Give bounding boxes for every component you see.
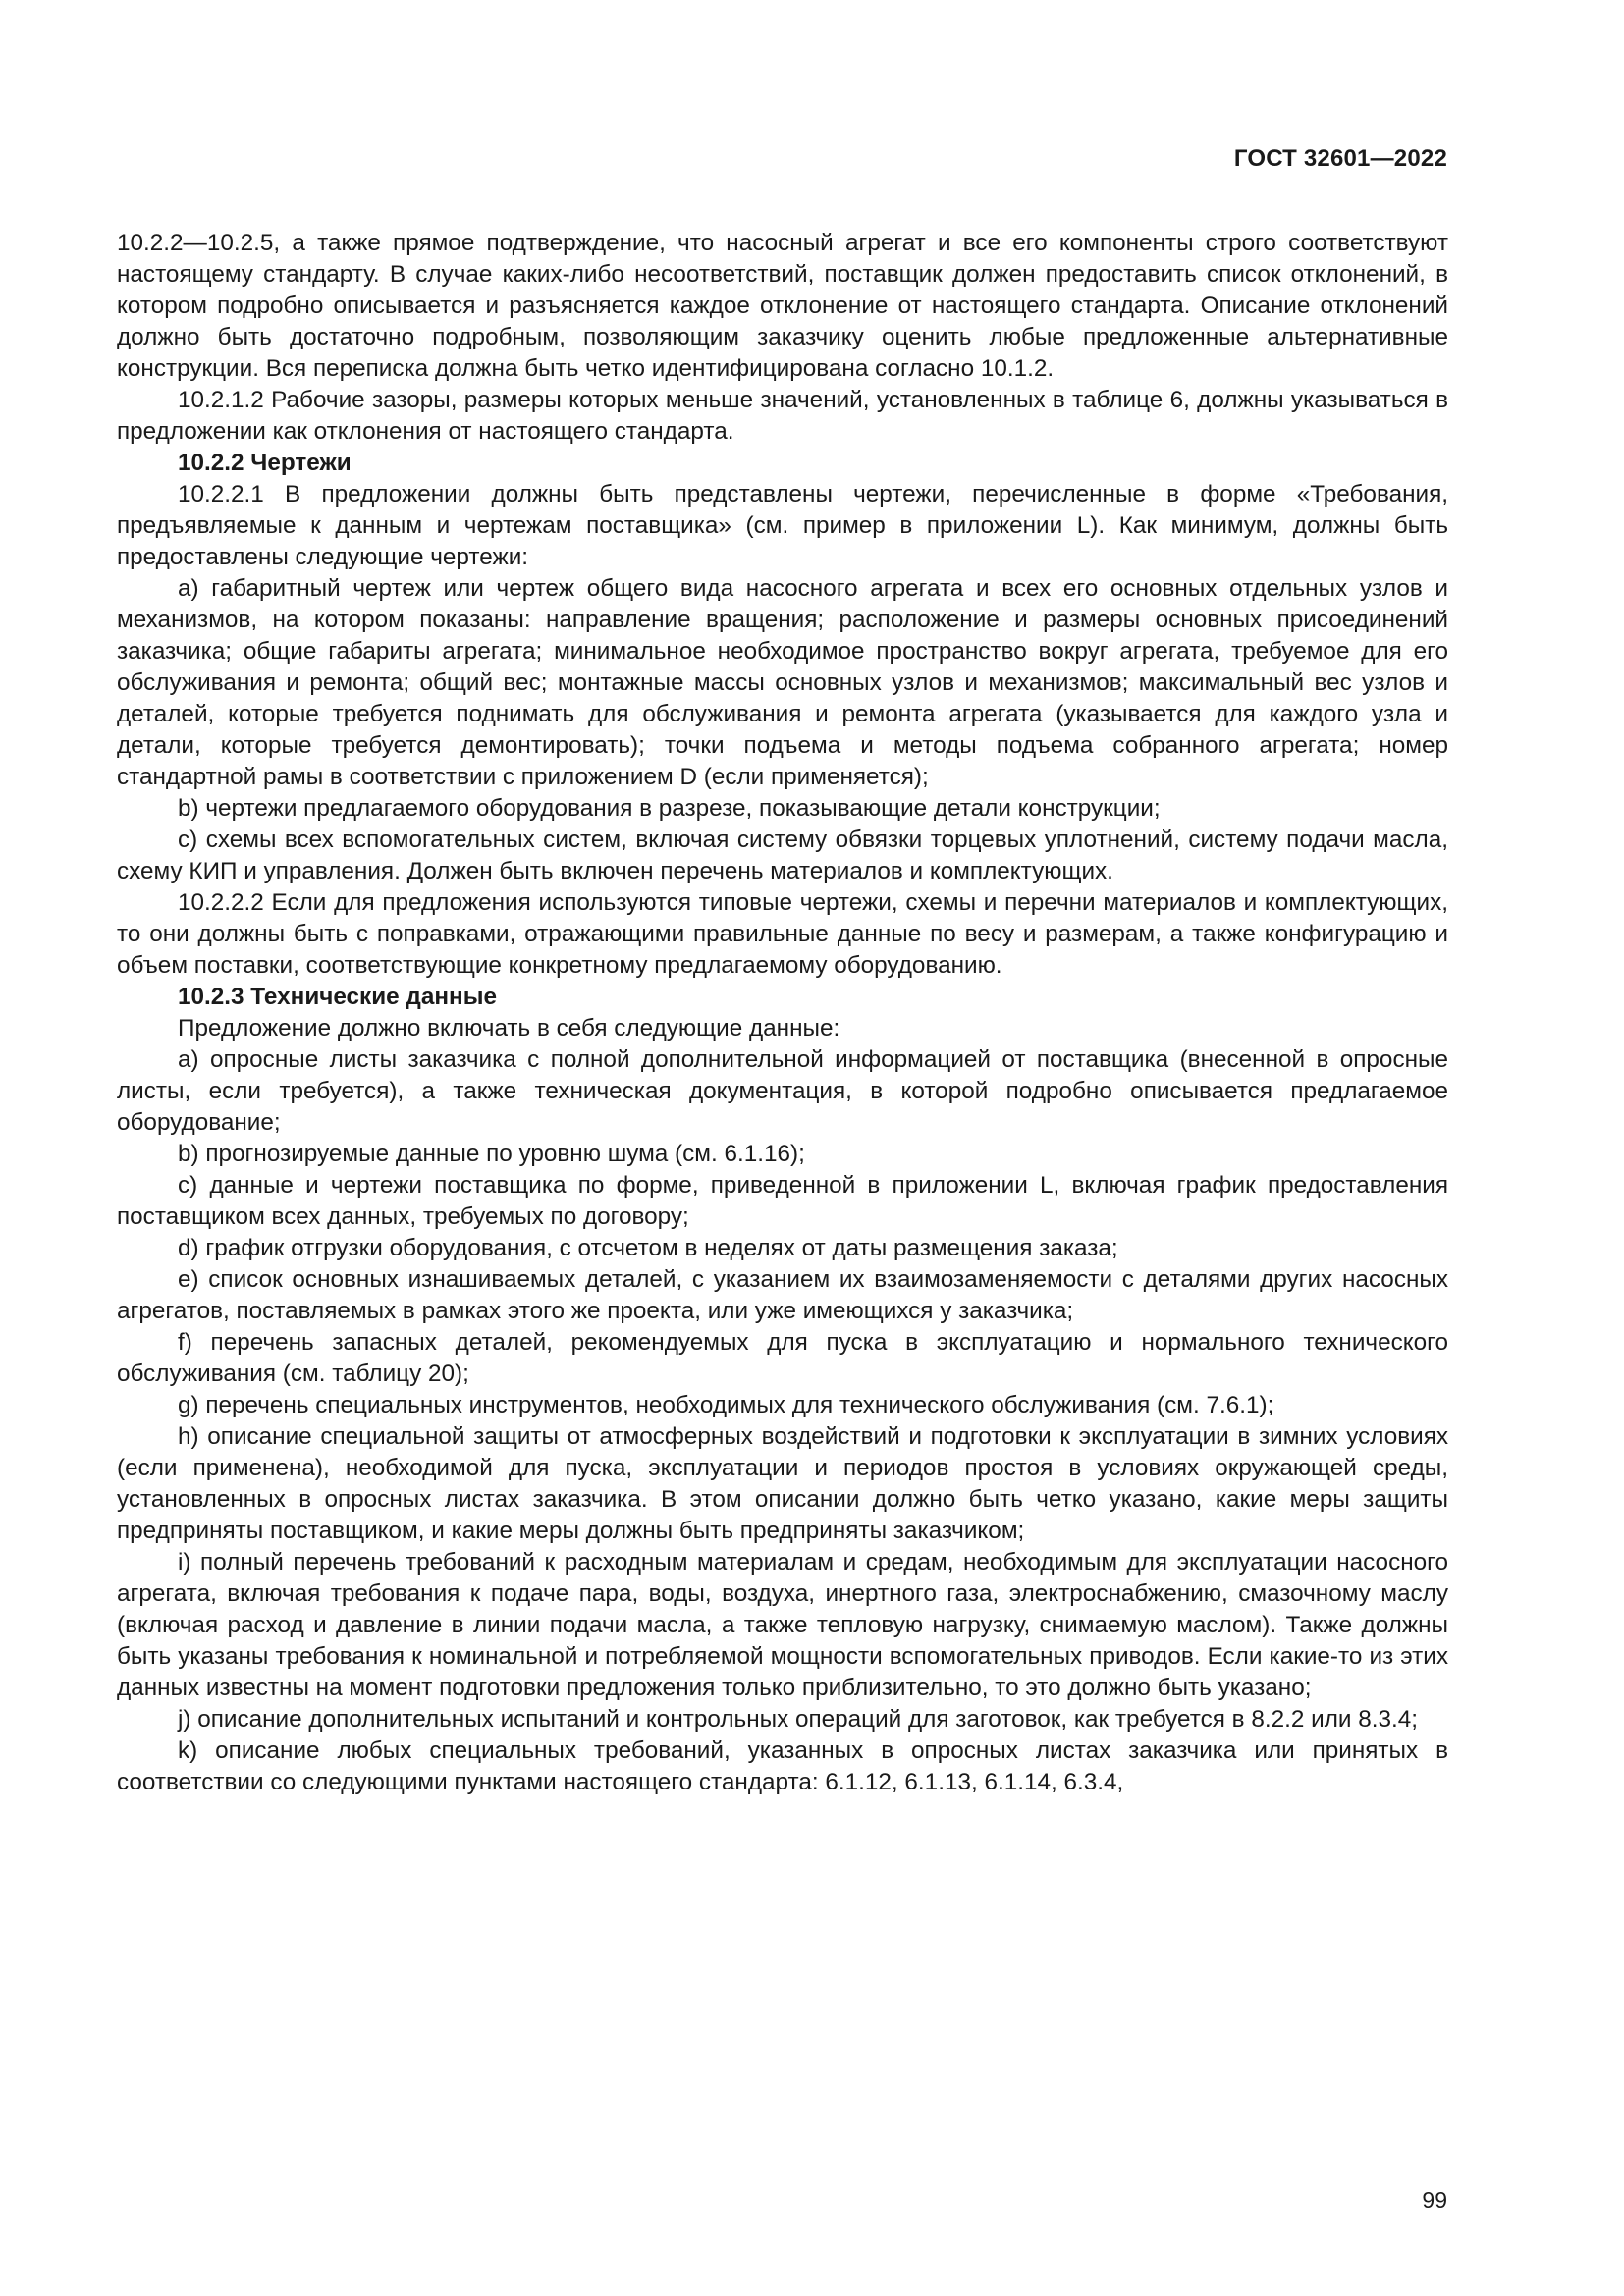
list-item-g-data: g) перечень специальных инструментов, необходимых для технического обслуживания (см. 7.6.1); (178, 1392, 1274, 1418)
paragraph-continuation: 10.2.2—10.2.5, а также прямое подтверждение, что насосный агрегат и все его компоненты строго соответствуют настоящему стандарту. В случае каких-либо несоответствий, поставщик должен предоставить список отклонений, в котором подробно описывается и разъясняется каждое отклонение от настоящего стандарта. Описание отклонений должно быть достаточно подробным, позволяющим заказчику оценить любые предложенные альтернативные конструкции. Вся переписка должна быть четко идентифицирована согласно 10.1.2. (117, 230, 1448, 382)
list-item-h-data: h) описание специальной защиты от атмосферных воздействий и подготовки к эксплуатации в зимних условиях (если применена), необходимой для пуска, эксплуатации и периодов простоя в условиях окружающей среды, установленных в опросных листах заказчика. В этом описании должно быть четко указано, какие меры защиты предприняты поставщиком, и какие меры должны быть предприняты заказчиком; (117, 1423, 1448, 1544)
list-item-i-data: i) полный перечень требований к расходным материалам и средам, необходимым для эксплуатации насосного агрегата, включая требования к подаче пара, воды, воздуха, инертного газа, электроснабжению, смазочному маслу (включая расход и давление в линии подачи масла, а также тепловую нагрузку, снимаемую маслом). Также должны быть указаны требования к номинальной и потребляемой мощности вспомогательных приводов. Если какие-то из этих данных известны на момент подготовки предложения только приблизительно, то это должно быть указано; (117, 1549, 1448, 1701)
paragraph-10-2-2-2: 10.2.2.2 Если для предложения используются типовые чертежи, схемы и перечни материалов и комплектующих, то они должны быть с поправками, отражающими правильные данные по весу и размерам, а также конфигурацию и объем поставки, соответствующие конкретному предлагаемому оборудованию. (117, 889, 1448, 979)
list-item-c-drawings: c) схемы всех вспомогательных систем, включая систему обвязки торцевых уплотнений, систему подачи масла, схему КИП и управления. Должен быть включен перечень материалов и комплектующих. (117, 827, 1448, 884)
paragraph-10-2-2-1: 10.2.2.1 В предложении должны быть представлены чертежи, перечисленные в форме «Требования, предъявляемые к данным и чертежам поставщика» (см. пример в приложении L). Как минимум, должны быть предоставлены следующие чертежи: (117, 481, 1448, 570)
list-item-b-drawings: b) чертежи предлагаемого оборудования в разрезе, показывающие детали конструкции; (178, 795, 1161, 822)
list-item-b-data: b) прогнозируемые данные по уровню шума (см. 6.1.16); (178, 1141, 805, 1167)
paragraph-proposal-intro: Предложение должно включать в себя следующие данные: (178, 1015, 840, 1041)
section-heading-technical-data: 10.2.3 Технические данные (178, 984, 497, 1010)
page-number: 99 (1422, 2187, 1447, 2213)
list-item-a-data: a) опросные листы заказчика с полной дополнительной информацией от поставщика (внесенной в опросные листы, если требуется), а также техническая документация, в которой подробно описывается предлагаемое оборудование; (117, 1046, 1448, 1136)
list-item-k-data: k) описание любых специальных требований, указанных в опросных листах заказчика или принятых в соответствии со следующими пунктами настоящего стандарта: 6.1.12, 6.1.13, 6.1.14, 6.3.4, (117, 1737, 1448, 1795)
standard-code-header: ГОСТ 32601—2022 (1233, 145, 1447, 172)
document-body (117, 228, 1448, 1798)
list-item-a-drawings: a) габаритный чертеж или чертеж общего вида насосного агрегата и всех его основных отдельных узлов и механизмов, на котором показаны: направление вращения; расположение и размеры основных присоединений заказчика; общие габариты агрегата; минимальное необходимое пространство вокруг агрегата, требуемое для его обслуживания и ремонта; общий вес; монтажные массы основных узлов и механизмов; максимальный вес узлов и деталей, которые требуется поднимать для обслуживания и ремонта агрегата (указывается для каждого узла и детали, которые требуется демонтировать); точки подъема и методы подъема собранного агрегата; номер стандартной рамы в соответствии с приложением D (если применяется); (117, 575, 1448, 790)
list-item-f-data: f) перечень запасных деталей, рекомендуемых для пуска в эксплуатацию и нормального технического обслуживания (см. таблицу 20); (117, 1329, 1448, 1387)
list-item-j-data: j) описание дополнительных испытаний и контрольных операций для заготовок, как требуется в 8.2.2 или 8.3.4; (178, 1706, 1418, 1733)
list-item-d-data: d) график отгрузки оборудования, с отсчетом в неделях от даты размещения заказа; (178, 1235, 1118, 1261)
list-item-c-data: c) данные и чертежи поставщика по форме, приведенной в приложении L, включая график предоставления поставщиком всех данных, требуемых по договору; (117, 1172, 1448, 1230)
list-item-e-data: e) список основных изнашиваемых деталей, с указанием их взаимозаменяемости с деталями других насосных агрегатов, поставляемых в рамках этого же проекта, или уже имеющихся у заказчика; (117, 1266, 1448, 1324)
section-heading-drawings: 10.2.2 Чертежи (178, 450, 352, 476)
paragraph-10-2-1-2: 10.2.1.2 Рабочие зазоры, размеры которых меньше значений, установленных в таблице 6, должны указываться в предложении как отклонения от настоящего стандарта. (117, 387, 1448, 445)
